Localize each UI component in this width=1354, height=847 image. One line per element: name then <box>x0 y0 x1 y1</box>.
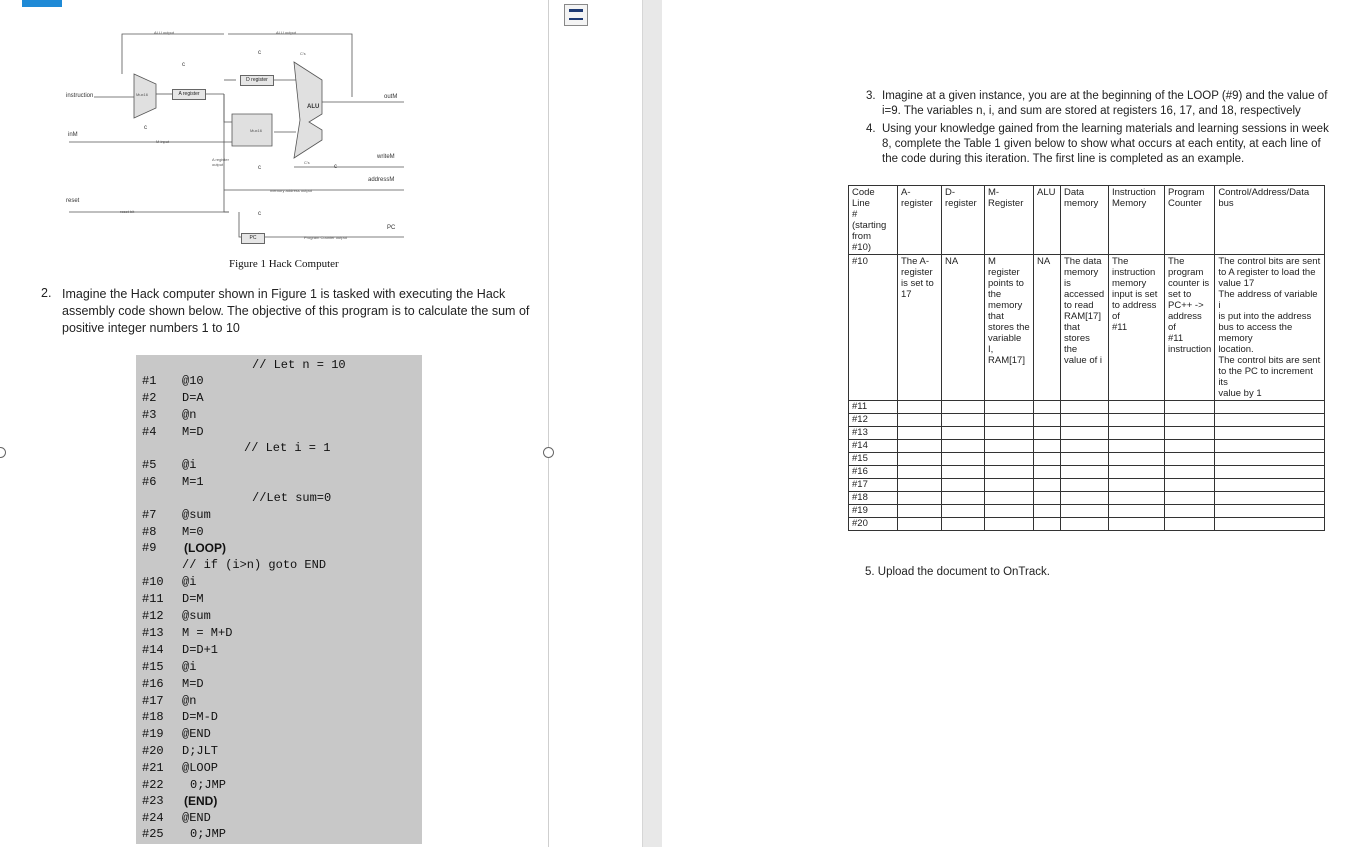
code-instruction: @sum <box>182 508 211 522</box>
addressm-label: addressM <box>368 177 395 183</box>
code-instruction: @END <box>182 811 211 825</box>
code-instruction: @n <box>182 408 197 422</box>
question-2-line: Imagine the Hack computer shown in Figure 1 is tasked with executing the Hack <box>62 287 506 301</box>
code-line-number: #24 <box>142 811 164 825</box>
table-row <box>849 440 1325 453</box>
cell-code-line: #11 <box>849 401 898 414</box>
control-label: c <box>258 50 261 56</box>
code-listing-box <box>136 355 422 844</box>
code-comment: // Let i = 1 <box>244 441 331 455</box>
code-line-number: #19 <box>142 727 164 741</box>
code-instruction: M = M+D <box>182 626 233 640</box>
code-line-number: #20 <box>142 744 164 758</box>
cell-code-line: #12 <box>849 414 898 427</box>
question-2-text <box>62 286 529 337</box>
cell-d-register: NA <box>942 255 985 401</box>
code-instruction: M=D <box>182 425 204 439</box>
code-line-number: #22 <box>142 778 164 792</box>
control-label: c <box>258 211 261 217</box>
figure-caption: Figure 1 Hack Computer <box>229 258 339 270</box>
code-instruction: 0;JMP <box>190 827 227 841</box>
reset-label: reset <box>66 198 80 204</box>
code-instruction: M=D <box>182 677 204 691</box>
code-line-number: #13 <box>142 626 164 640</box>
reset-bit-label: reset bit <box>120 209 135 214</box>
header-a-register: A- register <box>898 186 942 255</box>
alu-label: ALU <box>307 104 320 110</box>
code-line-number: #4 <box>142 425 157 439</box>
control-bits-label: C's <box>300 51 306 56</box>
cell-control-bus: The control bits are sent to A register to load the value 17 The address of variable i is put into the address bus to access the memory location. The control bits are sent to the PC to increment its value by 1 <box>1215 255 1325 401</box>
pc-box: PC <box>241 233 265 244</box>
table-row <box>849 479 1325 492</box>
header-code-line: Code Line # (starting from #10) <box>849 186 898 255</box>
question-3-line: i=9. The variables n, i, and sum are stored at registers 16, 17, and 18, respectively <box>882 105 1301 117</box>
gutter <box>549 0 642 847</box>
code-line-number: #10 <box>142 575 164 589</box>
code-instruction: D=D+1 <box>182 643 219 657</box>
instruction-label: instruction <box>66 93 94 99</box>
code-line-number: #8 <box>142 525 157 539</box>
control-bits-label: C's <box>304 160 310 165</box>
code-line-number: #16 <box>142 677 164 691</box>
code-instruction: @sum <box>182 609 211 623</box>
cell-program-counter: The program counter is set to PC++ -> address of #11 instruction <box>1165 255 1215 401</box>
cell-code-line: #15 <box>849 453 898 466</box>
question-4-number: 4. <box>866 123 876 135</box>
d-register-box: D register <box>240 75 274 86</box>
code-line-number: #25 <box>142 827 164 841</box>
question-2-line: assembly code shown below. The objective of this program is to calculate the sum of <box>62 304 530 318</box>
code-line-number: #9 <box>142 541 157 555</box>
code-line-number: #5 <box>142 458 157 472</box>
mux16-left-label: Mux16 <box>136 92 149 97</box>
header-alu: ALU <box>1034 186 1061 255</box>
cell-alu: NA <box>1034 255 1061 401</box>
code-line-number: #2 <box>142 391 157 405</box>
code-line-number: #18 <box>142 710 164 724</box>
hack-computer-diagram <box>64 22 414 252</box>
navigation-pane-icon[interactable] <box>564 4 588 26</box>
question-2-number: 2. <box>41 286 52 300</box>
alu-output-label-left: ALU output <box>154 30 175 35</box>
header-d-register: D- register <box>942 186 985 255</box>
header-control-bus: Control/Address/Data bus <box>1215 186 1325 255</box>
control-label: c <box>182 62 185 68</box>
code-instruction: @n <box>182 694 197 708</box>
control-label: c <box>258 165 261 171</box>
code-line-number: #6 <box>142 475 157 489</box>
a-register-box: A register <box>172 89 206 100</box>
program-counter-output-label: Program Counter output <box>304 235 347 240</box>
inm-label: inM <box>68 132 78 138</box>
table-row <box>849 401 1325 414</box>
cell-code-line: #19 <box>849 505 898 518</box>
code-instruction: @i <box>182 458 197 472</box>
cell-code-line: #20 <box>849 518 898 531</box>
code-instruction: 0;JMP <box>190 778 227 792</box>
table-row <box>849 492 1325 505</box>
code-instruction: D=M-D <box>182 710 219 724</box>
question-4-line: 8, complete the Table 1 given below to show what occurs at each entity, at each line of <box>882 138 1321 150</box>
table-row <box>849 414 1325 427</box>
code-comment: // Let n = 10 <box>252 358 346 372</box>
question-2-line: positive integer numbers 1 to 10 <box>62 321 240 335</box>
code-comment: // if (i>n) goto END <box>182 558 327 572</box>
code-label: (LOOP) <box>184 541 226 555</box>
cell-m-register: M register points to the memory that stores the variable I, RAM[17] <box>985 255 1034 401</box>
cell-code-line: #13 <box>849 427 898 440</box>
code-instruction: D=M <box>182 592 204 606</box>
table-header-row <box>849 186 1325 255</box>
code-instruction: @i <box>182 660 197 674</box>
page-separator-strip <box>642 0 663 847</box>
code-instruction: M=1 <box>182 475 204 489</box>
cell-code-line: #17 <box>849 479 898 492</box>
table-row <box>849 518 1325 531</box>
m-input-label: M input <box>156 139 170 144</box>
cell-instruction-memory: The instruction memory input is set to address of #11 <box>1109 255 1165 401</box>
code-label: (END) <box>184 794 218 808</box>
question-5-text: 5. Upload the document to OnTrack. <box>865 566 1050 578</box>
code-line-number: #12 <box>142 609 164 623</box>
table-row-example <box>849 255 1325 401</box>
resize-handle-middle[interactable] <box>543 447 554 458</box>
cell-code-line: #10 <box>849 255 898 401</box>
code-instruction: D=A <box>182 391 204 405</box>
code-line-number: #15 <box>142 660 164 674</box>
alu-output-label-right: ALU output <box>276 30 297 35</box>
table-row <box>849 427 1325 440</box>
code-comment: //Let sum=0 <box>252 491 332 505</box>
table-1 <box>848 185 1325 531</box>
question-3-text <box>882 89 1327 119</box>
question-4-line: the code during this iteration. The first line is completed as an example. <box>882 153 1245 165</box>
a-register-output-label: A register output <box>212 157 229 167</box>
table-row <box>849 453 1325 466</box>
pc-output-label: PC <box>387 225 396 231</box>
mux16-right-label: Mux16 <box>250 128 263 133</box>
cell-code-line: #16 <box>849 466 898 479</box>
header-data-memory: Data memory <box>1061 186 1109 255</box>
code-line-number: #7 <box>142 508 157 522</box>
code-instruction: @END <box>182 727 211 741</box>
cell-code-line: #14 <box>849 440 898 453</box>
question-3-line: Imagine at a given instance, you are at the beginning of the LOOP (#9) and the value of <box>882 90 1328 102</box>
code-line-number: #14 <box>142 643 164 657</box>
outm-label: outM <box>384 94 398 100</box>
control-label: c <box>144 125 147 131</box>
active-tab-indicator[interactable] <box>22 0 62 7</box>
cell-code-line: #18 <box>849 492 898 505</box>
code-instruction: D;JLT <box>182 744 219 758</box>
code-instruction: @i <box>182 575 197 589</box>
code-line-number: #1 <box>142 374 157 388</box>
question-3-number: 3. <box>866 90 876 102</box>
code-instruction: @10 <box>182 374 204 388</box>
question-4-line: Using your knowledge gained from the learning materials and learning sessions in week <box>882 123 1329 135</box>
question-4-text <box>882 122 1329 167</box>
header-program-counter: Program Counter <box>1165 186 1215 255</box>
table-row <box>849 505 1325 518</box>
memory-address-output-label: memory address output <box>270 188 313 193</box>
code-line-number: #21 <box>142 761 164 775</box>
header-m-register: M- Register <box>985 186 1034 255</box>
header-instruction-memory: Instruction Memory <box>1109 186 1165 255</box>
writem-label: writeM <box>377 154 395 160</box>
code-instruction: @LOOP <box>182 761 219 775</box>
diagram-wires <box>64 22 414 252</box>
code-line-number: #23 <box>142 794 164 808</box>
control-label: c <box>334 164 337 170</box>
cell-data-memory: The data memory is accessed to read RAM[17] that stores the value of i <box>1061 255 1109 401</box>
code-line-number: #11 <box>142 592 164 606</box>
table-row <box>849 466 1325 479</box>
code-line-number: #3 <box>142 408 157 422</box>
cell-a-register: The A- register is set to 17 <box>898 255 942 401</box>
code-instruction: M=0 <box>182 525 204 539</box>
code-line-number: #17 <box>142 694 164 708</box>
